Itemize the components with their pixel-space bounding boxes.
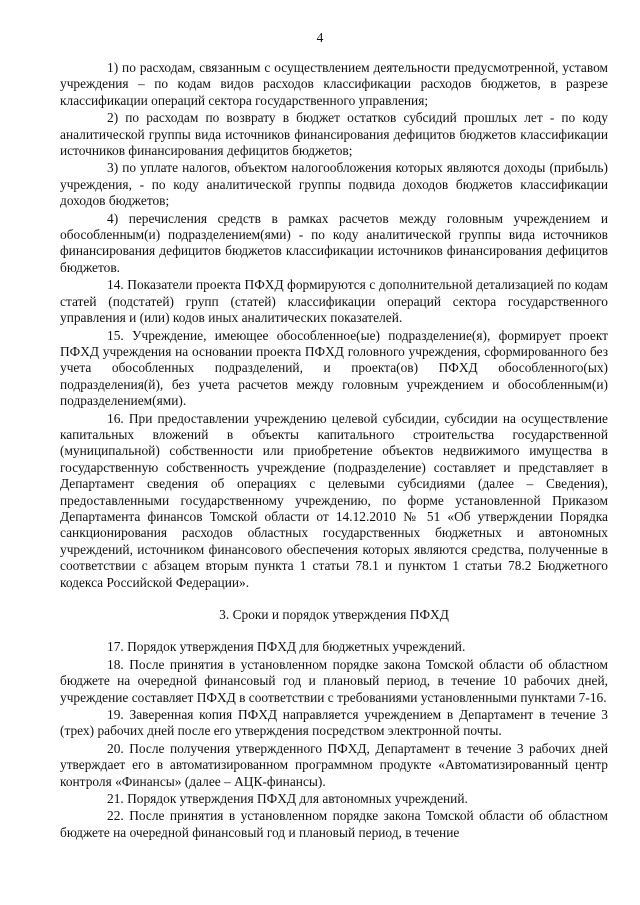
paragraph-20: 20. После получения утвержденного ПФХД, Департамент в течение 3 рабочих дней утверждает его в автоматизированном программном продукте «Автоматизированный центр контроля «Финансы» (далее – АЦК-финансы). [60,740,608,789]
paragraph-16: 16. При предоставлении учреждению целевой субсидии, субсидии на осуществление капитальных вложений в объекты капитального строительства государственной (муниципальной) собственности или приобретение объектов недвижимого имущества в государственную собственность учреждение (подразделение) составляет и представляет в Департамент сведения об операциях с целевыми субсидиями (далее – Сведения), предоставленными государственному учреждению, по форме установленной Приказом Департамента финансов Томской области от 14.12.2010 № 51 «Об утверждении Порядка санкционирования расходов областных государственных бюджетных и автономных учреждений, источником финансового обеспечения которых являются средства, полученные в соответствии с абзацем вторым пункта 1 статьи 78.1 и пунктом 1 статьи 78.2 Бюджетного кодекса Российской Федерации». [60,410,608,590]
page-number: 4 [316,30,324,45]
paragraph-22: 22. После принятия в установленном порядке закона Томской области об областном бюджете на очередной финансовый год и плановый период, в течение [60,808,608,840]
list-item-internal-transfers: 4) перечисления средств в рамках расчетов между головным учреждением и обособленным(и) подразделением(ями) - по коду аналитической группы вида источников финансирования дефицитов бюджетов классификации источников финансирования дефицитов бюджетов. [60,210,608,275]
list-item-tax-payment: 3) по уплате налогов, объектом налогообложения которых являются доходы (прибыль) учреждения, - по коду аналитической группы подвида доходов бюджетов классификации доходов бюджетов; [60,160,608,209]
paragraph-14: 14. Показатели проекта ПФХД формируются с дополнительной детализацией по кодам статей (подстатей) групп (статей) классификации операций сектора государственного управления и (или) кодов иных аналитических показателей. [60,277,608,326]
list-item-expenses-activity: 1) по расходам, связанным с осуществлением деятельности предусмотренной, уставом учреждения – по кодам видов расходов классификации расходов бюджетов, в разрезе классификации операций сектора государственного управления; [60,60,608,108]
paragraph-19: 19. Заверенная копия ПФХД направляется учреждением в Департамент в течение 3 (трех) рабочих дней после его утверждения посредством электронной почты. [60,707,608,739]
paragraph-17: 17. Порядок утверждения ПФХД для бюджетных учреждений. [107,639,466,655]
paragraph-21: 21. Порядок утверждения ПФХД для автономных учреждений. [107,791,468,807]
paragraph-15: 15. Учреждение, имеющее обособленное(ые) подразделение(я), формирует проект ПФХД учреждения на основании проекта ПФХД головного учреждения, сформированного без учета обособленных подразделений, и проекта(ов) ПФХД обособленного(ых) подразделения(й), без учета расчетов между головным учреждением и обособленным(и) подразделением(ями). [60,327,608,409]
section-heading: 3. Сроки и порядок утверждения ПФХД [219,607,449,622]
list-item-subsidy-return: 2) по расходам по возврату в бюджет остатков субсидий прошлых лет - по коду аналитической группы вида источников финансирования дефицитов бюджетов классификации источников финансирования дефицитов бюджетов; [60,110,608,159]
paragraph-18: 18. После принятия в установленном порядке закона Томской области об областном бюджете на очередной финансовый год и плановый период, в течение 10 рабочих дней, учреждение составляет ПФХД в соответствии с требованиями установленными пунктами 7-16. [60,656,608,705]
document-body [60,60,608,842]
